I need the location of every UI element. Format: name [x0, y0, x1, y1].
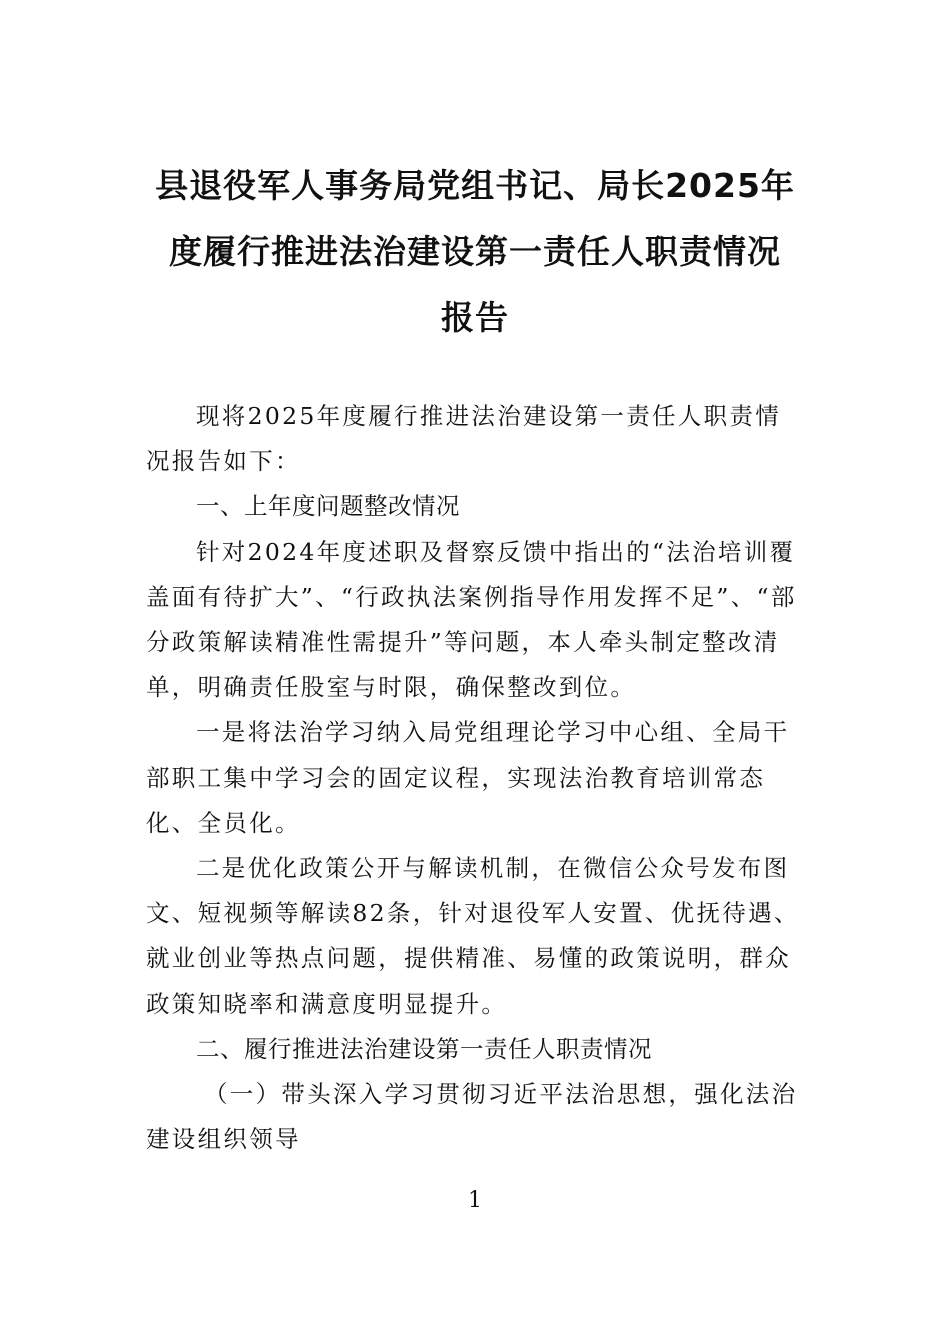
- document-title: [110, 158, 840, 356]
- page-number: 1: [468, 1188, 482, 1213]
- section-1-paragraph-2: 一是将法治学习纳入局党组理论学习中心组、全局干部职工集中学习会的固定议程，实现法治教育培训常态化、全员化。: [146, 718, 790, 837]
- section-2-subheading-1: （一）带头深入学习贯彻习近平法治思想，强化法治建设组织领导: [146, 1080, 798, 1154]
- intro-paragraph: 现将2025年度履行推进法治建设第一责任人职责情况报告如下：: [146, 402, 782, 476]
- title-line-2: 度履行推进法治建设第一责任人职责情况: [169, 232, 781, 271]
- title-line-1: 县退役军人事务局党组书记、局长2025年: [155, 166, 795, 205]
- section-1-paragraph-3: 二是优化政策公开与解读机制，在微信公众号发布图文、短视频等解读82条，针对退役军人安置、优抚待遇、就业创业等热点问题，提供精准、易懂的政策说明，群众政策知晓率和满意度明显提升。: [146, 854, 800, 1018]
- document-body: [146, 394, 806, 1162]
- section-1-paragraph-1: 针对2024年度述职及督察反馈中指出的“法治培训覆盖面有待扩大”、“行政执法案例指导作用发挥不足”、“部分政策解读精准性需提升”等问题，本人牵头制定整改清单，明确责任股室与时限，确保整改到位。: [146, 537, 797, 702]
- section-1-heading: 一、上年度问题整改情况: [196, 492, 460, 521]
- section-2-heading: 二、履行推进法治建设第一责任人职责情况: [196, 1034, 652, 1063]
- title-line-3: 报告: [441, 298, 509, 337]
